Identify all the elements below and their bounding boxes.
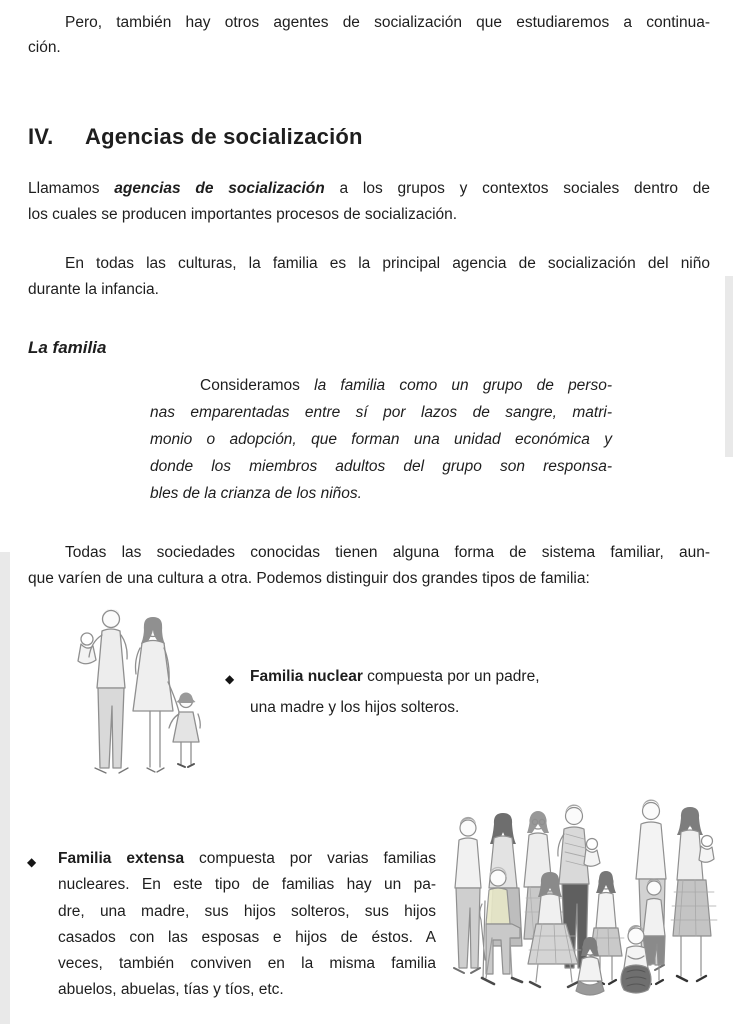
- text-line: ción.: [28, 39, 61, 56]
- societies-paragraph: [28, 540, 710, 592]
- emphasized-term: agencias de socialización: [114, 180, 325, 197]
- definition-quote: [150, 372, 612, 507]
- text-line: bles de la crianza de los niños.: [150, 485, 362, 502]
- section-heading: [28, 124, 363, 150]
- bullet-marker: [27, 853, 36, 871]
- text-line: veces, también conviven en la misma familia: [58, 955, 436, 973]
- nuclear-family-illustration: [58, 602, 208, 805]
- diamond-bullet-icon: ◆: [27, 855, 37, 869]
- extended-family-sketch-svg: [438, 786, 733, 1014]
- text-line: casados con las esposas e hijos de éstos. A: [58, 928, 436, 946]
- text-line: monio o adopción, que forman una unidad económica y: [150, 431, 612, 448]
- text-line: [28, 176, 710, 202]
- bullet-extended-family: [58, 846, 436, 1004]
- text-line: nucleares. En este tipo de familias hay un pa-: [58, 876, 436, 894]
- section-numeral: IV.: [28, 124, 54, 149]
- text-line: Todas las sociedades conocidas tienen alguna forma de sistema familiar, aun-: [65, 544, 710, 561]
- page-edge-artifact-right: [725, 276, 733, 457]
- text-line: nas emparentadas entre sí por lazos de sangre, matri-: [150, 404, 612, 421]
- page-edge-artifact-left: [0, 552, 10, 1024]
- text-line: durante la infancia.: [28, 281, 159, 298]
- text-line: donde los miembros adultos del grupo son responsa-: [150, 458, 612, 475]
- text-line: [58, 846, 436, 872]
- text-run: Llamamos: [28, 180, 115, 197]
- intro-paragraph: [28, 10, 710, 60]
- nuclear-family-sketch-svg: [58, 602, 208, 805]
- diamond-bullet-icon: ◆: [225, 672, 235, 686]
- text-run: compuesta por un padre,: [362, 668, 540, 685]
- extended-family-illustration: [438, 786, 733, 1014]
- bullet-marker: [225, 670, 234, 688]
- text-line: En todas las culturas, la familia es la principal agencia de socialización del niño: [65, 255, 710, 272]
- text-line: una madre y los hijos solteros.: [250, 699, 460, 716]
- section-title: Agencias de socialización: [85, 124, 363, 149]
- family-paragraph: [28, 251, 710, 303]
- text-line: los cuales se producen importantes procesos de socialización.: [28, 206, 458, 223]
- text-run: a los grupos y contextos sociales dentro de: [324, 180, 711, 197]
- text-line: dre, una madre, sus hijos solteros, sus hijos: [58, 902, 436, 920]
- text-line: [150, 372, 612, 399]
- text-run: compuesta por varias familias: [184, 850, 436, 867]
- bullet-nuclear-family: [250, 661, 590, 723]
- text-line: Pero, también hay otros agentes de socialización que estudiaremos a continua-: [65, 14, 710, 31]
- subsection-heading: La familia: [28, 338, 107, 357]
- text-line: [250, 661, 590, 692]
- text-line: abuelos, abuelas, tías y tíos, etc.: [58, 981, 284, 999]
- emphasized-term: la familia como un grupo de perso-: [314, 377, 613, 394]
- bold-term: Familia extensa: [58, 850, 185, 867]
- definition-paragraph: [28, 176, 710, 228]
- text-run: Consideramos: [200, 377, 315, 394]
- text-line: que varíen de una cultura a otra. Podemos distinguir dos grandes tipos de familia:: [28, 570, 590, 587]
- bold-term: Familia nuclear: [250, 668, 363, 685]
